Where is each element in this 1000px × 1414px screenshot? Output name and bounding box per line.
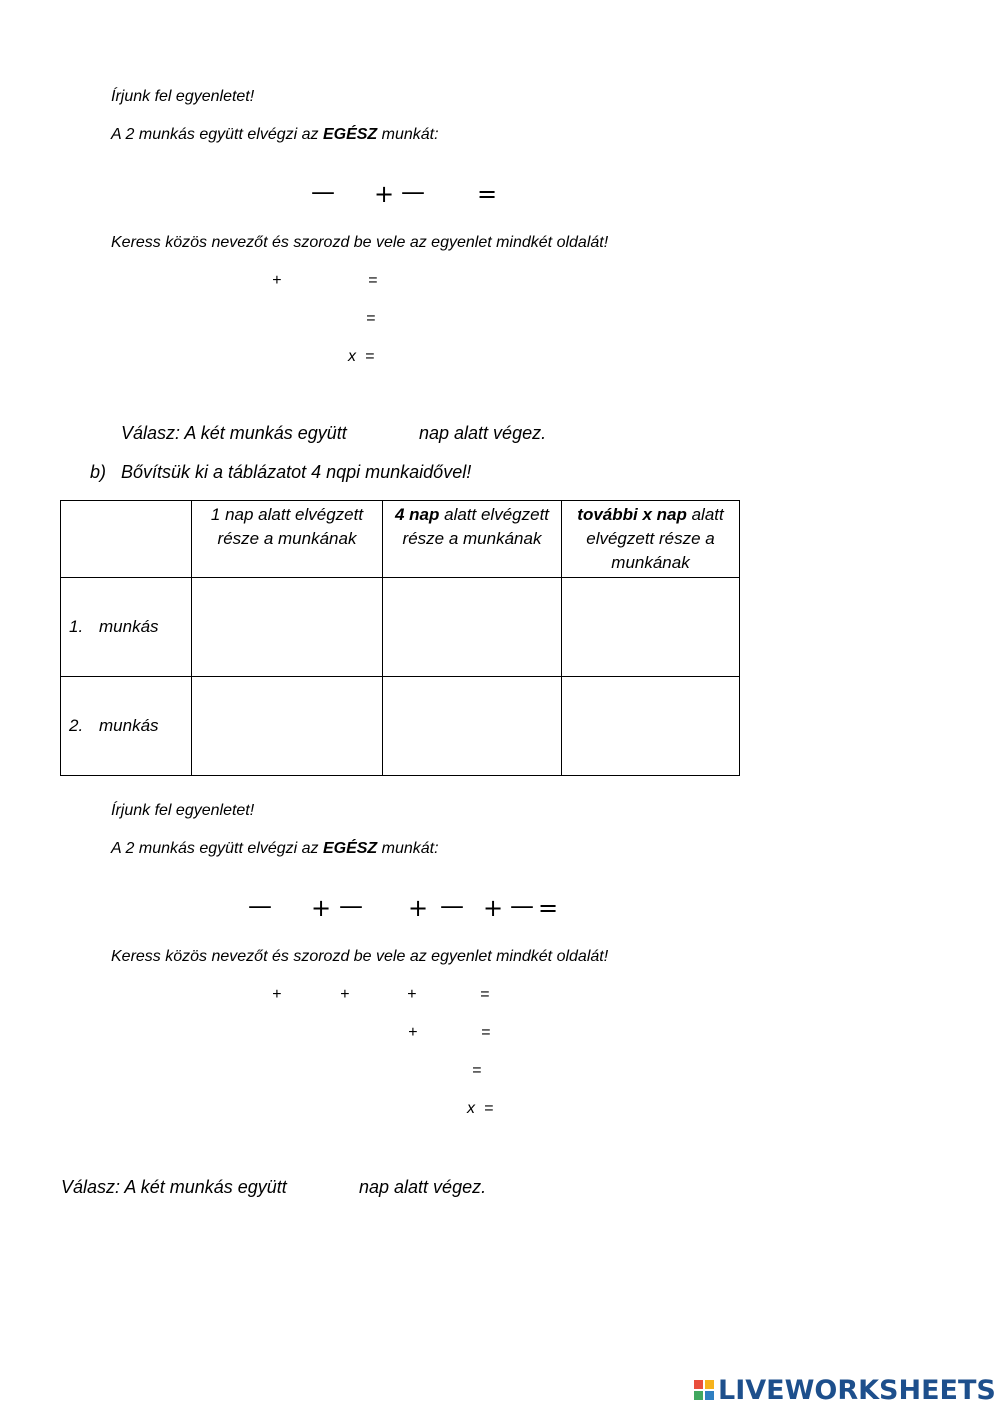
b-line1-plus-3: + — [407, 986, 417, 1003]
fraction-bar-1: — — [311, 178, 335, 206]
line3-x: x — [348, 348, 356, 365]
cell-answer[interactable] — [383, 677, 562, 776]
equals-sign-b: = — [538, 894, 559, 922]
cell-answer[interactable] — [562, 677, 740, 776]
fraction-bar-b4: — — [510, 892, 534, 920]
fraction-bar-b1: — — [248, 892, 272, 920]
cell-answer[interactable] — [562, 578, 740, 677]
table-row — [61, 677, 740, 776]
fraction-bar-b3: — — [440, 892, 464, 920]
row-label-worker-2: 2. munkás — [61, 677, 192, 776]
part-b-label: b) — [90, 462, 107, 482]
statement-a: A 2 munkás együtt elvégzi az EGÉSZ munkát: — [111, 126, 439, 143]
header-1-day: 1 nap alatt elvégzett része a munkának — [192, 501, 383, 578]
b-line2-plus: + — [408, 1024, 418, 1041]
part-b-task: Bővítsük ki a táblázatot 4 nqpi munkaidővel! — [121, 462, 472, 482]
fraction-bar-b2: — — [339, 892, 363, 920]
b-line1-equals: = — [480, 986, 490, 1003]
work-table — [60, 500, 740, 776]
fraction-bar-2: — — [401, 178, 425, 206]
answer-a-prefix: Válasz: A két munkás együtt — [121, 423, 347, 443]
plus-sign-b1: + — [311, 894, 332, 922]
plus-sign-b3: + — [483, 894, 504, 922]
answer-b-prefix: Válasz: A két munkás együtt — [61, 1177, 287, 1197]
line3-equals: = — [365, 348, 375, 365]
cell-answer[interactable] — [383, 578, 562, 677]
instruction-a: Írjunk fel egyenletet! — [111, 88, 255, 105]
logo-icon — [694, 1380, 714, 1400]
line1-equals: = — [368, 272, 378, 289]
cell-answer[interactable] — [192, 578, 383, 677]
instruction-b: Írjunk fel egyenletet! — [111, 802, 255, 819]
equals-sign: = — [477, 180, 498, 208]
line2-equals: = — [366, 310, 376, 327]
table-header-row — [61, 501, 740, 578]
line1-plus: + — [272, 272, 282, 289]
hint-b: Keress közös nevezőt és szorozd be vele az egyenlet mindkét oldalát! — [111, 948, 609, 965]
plus-sign-b2: + — [408, 894, 429, 922]
b-line3-equals: = — [472, 1062, 482, 1079]
logo-text: LIVEWORKSHEETS — [718, 1374, 996, 1406]
cell-answer[interactable] — [192, 677, 383, 776]
b-line1-plus-2: + — [340, 986, 350, 1003]
table-row — [61, 578, 740, 677]
header-4-days: 4 nap alatt elvégzett része a munkának — [383, 501, 562, 578]
b-line2-equals: = — [481, 1024, 491, 1041]
hint-a: Keress közös nevezőt és szorozd be vele az egyenlet mindkét oldalát! — [111, 234, 609, 251]
liveworksheets-logo — [694, 1375, 996, 1405]
b-line4-equals: = — [484, 1100, 494, 1117]
answer-b-suffix: nap alatt végez. — [359, 1177, 487, 1197]
answer-a-suffix: nap alatt végez. — [419, 423, 547, 443]
b-line4-x: x — [467, 1100, 475, 1117]
statement-b: A 2 munkás együtt elvégzi az EGÉSZ munkát: — [111, 840, 439, 857]
row-label-worker-1: 1. munkás — [61, 578, 192, 677]
plus-sign: + — [374, 180, 395, 208]
header-x-days: további x nap alatt elvégzett része a munkának — [562, 501, 740, 578]
header-empty — [61, 501, 192, 578]
b-line1-plus-1: + — [272, 986, 282, 1003]
